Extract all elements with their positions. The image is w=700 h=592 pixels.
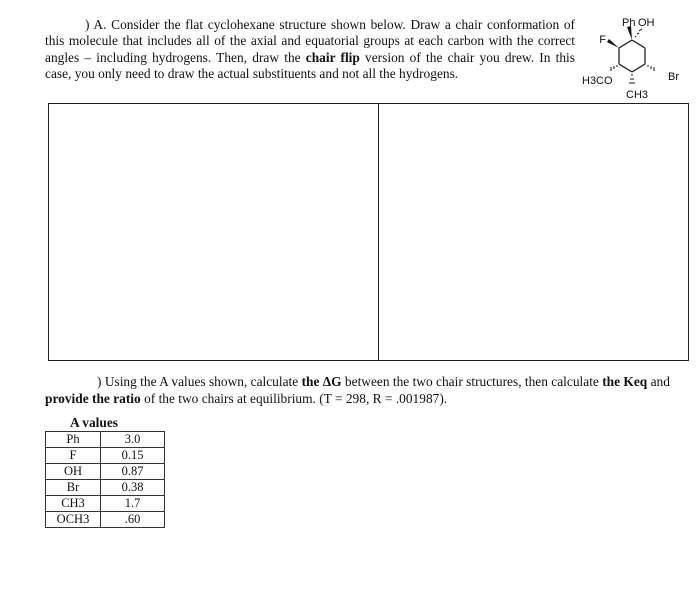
oh-label: OH <box>638 17 655 29</box>
cyclohexane-structure <box>580 10 695 110</box>
group-cell: F <box>46 448 101 464</box>
value-cell: 0.38 <box>101 480 165 496</box>
question-a-text-1: Consider the flat cyclohexane structure shown below. Draw a chair conformation of this molecule that includes all of the axial and equatorial groups at each carbon with the correct angles – including hydrogens. Then, draw the <box>45 17 575 65</box>
group-cell: OCH3 <box>46 512 101 528</box>
question-b-text-1: Using the A values shown, calculate <box>104 374 302 389</box>
ch3-hash <box>629 75 635 83</box>
value-cell: 3.0 <box>101 432 165 448</box>
a-values-title: A values <box>70 415 118 430</box>
a-values-table <box>45 431 165 528</box>
h3co-label: H3CO <box>582 75 613 87</box>
question-b-bold-ratio: provide the ratio <box>45 391 141 406</box>
br-label: Br <box>668 71 679 83</box>
oh-hash <box>635 29 642 37</box>
f-wedge <box>607 39 619 48</box>
question-b-bold-delta-g: the ΔG <box>301 374 342 389</box>
answer-box-chair-flip[interactable] <box>378 103 689 361</box>
group-cell: Ph <box>46 432 101 448</box>
group-cell: OH <box>46 464 101 480</box>
br-hash <box>648 65 654 71</box>
question-b-label: ) <box>97 374 102 389</box>
answer-box-chair[interactable] <box>48 103 379 361</box>
ch3-label: CH3 <box>626 89 649 101</box>
ph-label: Ph <box>622 17 636 29</box>
value-cell: 1.7 <box>101 496 165 512</box>
question-a-text-2: version of the chair you drew. In this case, you only need to draw the actual substituents and not all the hydrogens. <box>45 49 575 82</box>
f-label: F <box>599 34 606 46</box>
table-row <box>46 448 165 464</box>
group-cell: CH3 <box>46 496 101 512</box>
h3co-hash <box>611 65 617 71</box>
table-row <box>46 496 165 512</box>
question-b-text-4: of the two chairs at equilibrium. (T = 298, R = .001987). <box>140 391 448 406</box>
question-a-text <box>45 17 575 83</box>
question-b-bold-keq: the Keq <box>602 374 648 389</box>
value-cell: 0.87 <box>101 464 165 480</box>
question-b-text <box>45 373 675 407</box>
question-b-text-2: between the two chair structures, then calculate <box>341 374 603 389</box>
group-cell: Br <box>46 480 101 496</box>
table-row <box>46 432 165 448</box>
question-a-label: ) A. <box>85 17 107 32</box>
value-cell: 0.15 <box>101 448 165 464</box>
question-b-text-3: and <box>647 374 670 389</box>
question-a-bold-chair-flip: chair flip <box>305 49 360 65</box>
table-row <box>46 512 165 528</box>
table-row <box>46 464 165 480</box>
value-cell: .60 <box>101 512 165 528</box>
table-row <box>46 480 165 496</box>
